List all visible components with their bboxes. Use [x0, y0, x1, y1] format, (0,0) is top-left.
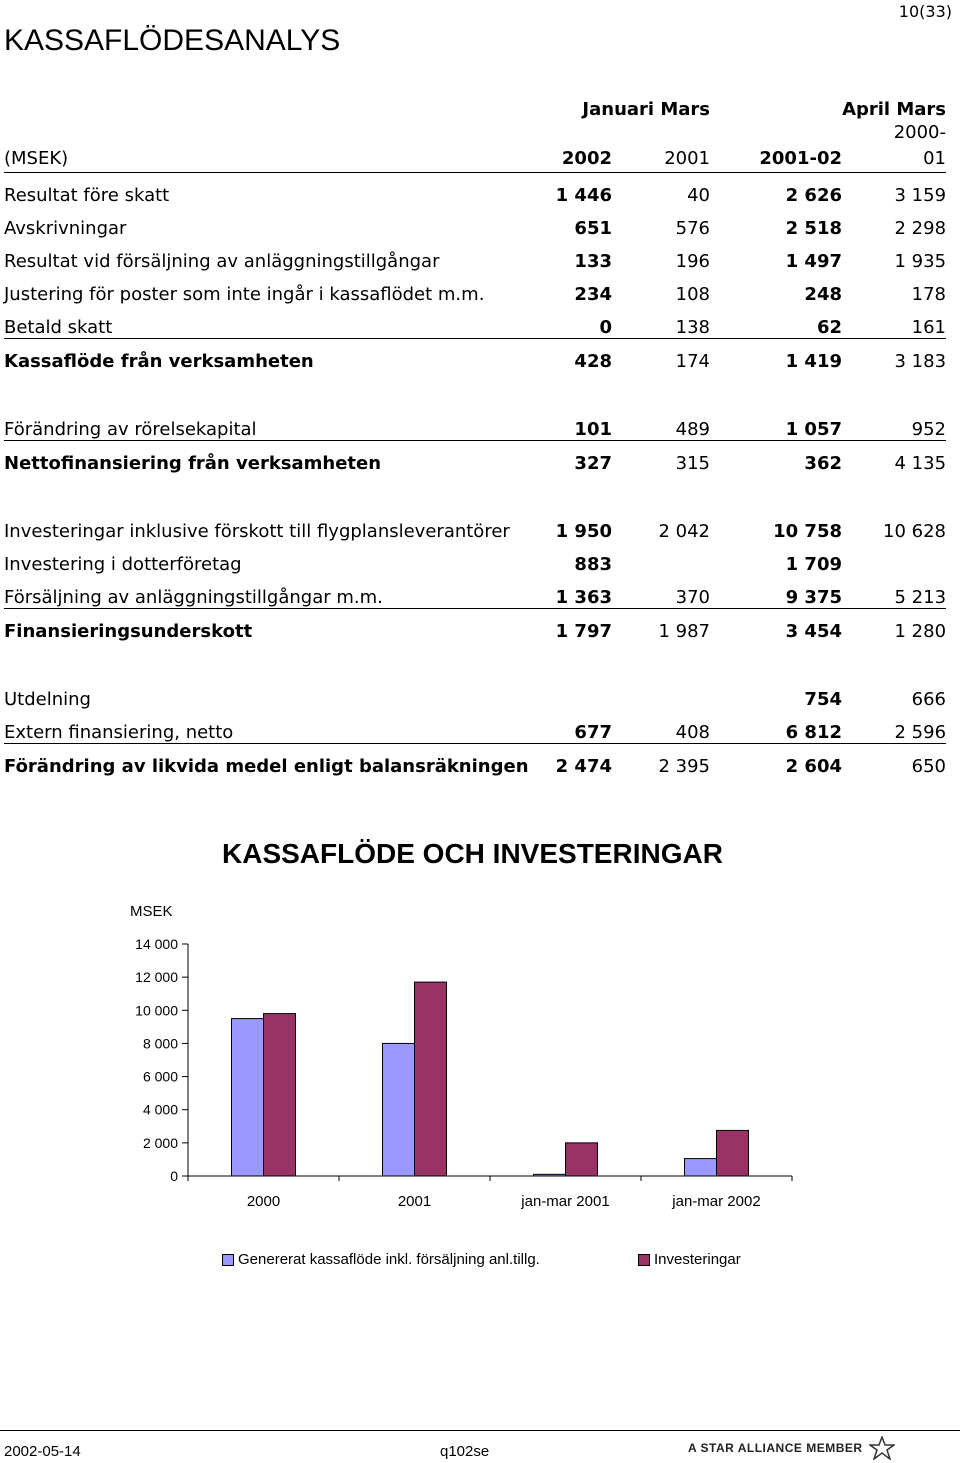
- bar-investments: [415, 982, 447, 1176]
- legend-item-investments: [638, 1251, 741, 1268]
- row-value: [526, 677, 612, 710]
- row-value: 1 446: [555, 185, 612, 206]
- x-tick-label: 2001: [397, 1193, 432, 1210]
- row-value: 1 280: [894, 621, 947, 642]
- row-value: 489: [612, 407, 710, 441]
- table-row: [4, 609, 946, 643]
- row-value: 2 626: [785, 185, 842, 206]
- x-tick-label: jan-mar 2001: [521, 1193, 610, 1210]
- table-row: [4, 407, 946, 441]
- row-value: 1 950: [555, 521, 612, 542]
- table-spacer: [4, 474, 946, 509]
- star-icon: [869, 1436, 895, 1460]
- table-row: [4, 441, 946, 475]
- cash-flow-table: [4, 90, 946, 777]
- row-value: 1 709: [785, 554, 842, 575]
- row-value: 178: [911, 284, 947, 305]
- footer-date: 2002-05-14: [4, 1443, 81, 1460]
- row-value: 2 596: [842, 710, 946, 744]
- row-value: 40: [687, 185, 710, 206]
- period-left-text: Januari Mars: [582, 99, 710, 120]
- row-value: 248: [804, 284, 842, 305]
- row-value: 3 183: [894, 351, 947, 372]
- bar-generated: [232, 1019, 264, 1176]
- legend-label-investments: Investeringar: [654, 1251, 741, 1268]
- row-value: 1 419: [785, 351, 842, 372]
- table-row: [4, 272, 946, 305]
- period-right-label: [710, 90, 946, 120]
- table-row: [4, 575, 946, 609]
- bar-generated: [383, 1043, 415, 1176]
- footer-code: q102se: [440, 1443, 490, 1460]
- y-tick-label: 0: [170, 1168, 178, 1184]
- row-value: 161: [842, 305, 946, 339]
- row-value: 650: [911, 756, 947, 777]
- row-value: 1 497: [785, 251, 842, 272]
- y-tick-label: 2 000: [142, 1134, 178, 1151]
- row-label: Resultat vid försäljning av anläggningstillgångar: [4, 251, 440, 272]
- row-value: 3 454: [785, 621, 842, 642]
- row-label: Investering i dotterföretag: [4, 554, 242, 575]
- row-label: Extern finansiering, netto: [4, 710, 526, 744]
- legend-swatch-investments: [638, 1254, 650, 1266]
- row-label: Kassaflöde från verksamheten: [4, 351, 314, 372]
- row-label: Investeringar inklusive förskott till flygplansleverantörer: [4, 521, 510, 542]
- row-value: 133: [574, 251, 612, 272]
- col-header-2001-02: 2001-02: [710, 120, 842, 173]
- y-tick-label: 14 000: [135, 936, 178, 952]
- legend-label-generated: Genererat kassaflöde inkl. försäljning anl.tillg.: [238, 1251, 540, 1268]
- footer-rule: [0, 1430, 960, 1431]
- row-value: 2 604: [785, 756, 842, 777]
- table-row: [4, 509, 946, 542]
- legend-swatch-generated: [222, 1254, 234, 1266]
- row-label: Finansieringsunderskott: [4, 621, 253, 642]
- row-value: [612, 542, 710, 575]
- row-value: 408: [612, 710, 710, 744]
- table-spacer: [4, 642, 946, 677]
- star-alliance-logo: [688, 1436, 895, 1460]
- row-label: Justering för poster som inte ingår i kassaflödet m.m.: [4, 284, 485, 305]
- table-row: [4, 710, 946, 744]
- row-label: Betald skatt: [4, 305, 526, 339]
- row-value: 2 474: [555, 756, 612, 777]
- table-row: [4, 239, 946, 272]
- row-value: 883: [574, 554, 612, 575]
- row-value: 10 758: [773, 521, 842, 542]
- row-value: 370: [612, 575, 710, 609]
- x-tick-label: jan-mar 2002: [672, 1193, 761, 1210]
- bar-generated: [534, 1174, 566, 1176]
- row-value: [612, 677, 710, 710]
- row-value: 1 935: [894, 251, 947, 272]
- page-title: KASSAFLÖDESANALYS: [4, 24, 341, 57]
- row-label: Försäljning av anläggningstillgångar m.m.: [4, 575, 526, 609]
- star-alliance-text: A STAR ALLIANCE MEMBER: [688, 1441, 863, 1455]
- table-row: [4, 305, 946, 339]
- row-value: 362: [804, 453, 842, 474]
- row-value: 677: [526, 710, 612, 744]
- row-value: 428: [574, 351, 612, 372]
- row-label: Förändring av likvida medel enligt balansräkningen: [4, 756, 529, 777]
- row-value: 234: [574, 284, 612, 305]
- row-value: 62: [710, 305, 842, 339]
- table-row: [4, 206, 946, 239]
- bar-generated: [685, 1159, 717, 1176]
- row-value: 666: [911, 689, 947, 710]
- row-value: 6 812: [710, 710, 842, 744]
- column-header-row: [4, 120, 946, 173]
- row-value: 196: [675, 251, 710, 272]
- row-value: 2 395: [658, 756, 710, 777]
- table-spacer: [4, 372, 946, 407]
- row-value: 10 628: [883, 521, 947, 542]
- row-value: 1 363: [526, 575, 612, 609]
- row-value: 315: [675, 453, 710, 474]
- row-label: Resultat före skatt: [4, 185, 170, 206]
- y-tick-label: 4 000: [142, 1101, 178, 1118]
- y-tick-label: 8 000: [142, 1035, 178, 1052]
- period-header-row: [4, 90, 946, 120]
- row-label: Nettofinansiering från verksamheten: [4, 453, 382, 474]
- row-value: 3 159: [894, 185, 947, 206]
- bar-investments: [566, 1143, 598, 1176]
- col-header-2001: 2001: [612, 120, 710, 173]
- table-row: [4, 542, 946, 575]
- row-value: 108: [675, 284, 710, 305]
- row-value: 1 057: [710, 407, 842, 441]
- row-value: 2 298: [894, 218, 947, 239]
- unit-label: (MSEK): [4, 120, 526, 173]
- period-left-label: [526, 90, 710, 120]
- col-header-2000-01-text: 2000-01: [893, 122, 947, 169]
- row-value: 1 987: [658, 621, 710, 642]
- chart-title: KASSAFLÖDE OCH INVESTERINGAR: [222, 838, 723, 869]
- row-value: 327: [574, 453, 612, 474]
- row-label: Förändring av rörelsekapital: [4, 407, 526, 441]
- page-number: 10(33): [898, 2, 952, 21]
- y-axis-label: MSEK: [130, 903, 173, 920]
- row-value: 5 213: [842, 575, 946, 609]
- y-tick-label: 10 000: [135, 1002, 178, 1019]
- legend-item-generated: [222, 1251, 540, 1268]
- table-row: [4, 173, 946, 207]
- row-value: 0: [526, 305, 612, 339]
- row-label: Avskrivningar: [4, 218, 127, 239]
- cash-flow-investment-chart: [0, 890, 960, 1230]
- row-value: 101: [526, 407, 612, 441]
- row-value: 138: [612, 305, 710, 339]
- bar-investments: [264, 1014, 296, 1176]
- y-tick-label: 12 000: [135, 969, 178, 986]
- bar-investments: [717, 1130, 749, 1176]
- row-value: 9 375: [710, 575, 842, 609]
- col-header-2002: 2002: [526, 120, 612, 173]
- col-header-2000-01: [842, 120, 946, 173]
- row-label: Utdelning: [4, 689, 91, 710]
- row-value: 576: [675, 218, 710, 239]
- row-value: 651: [574, 218, 612, 239]
- row-value: 174: [675, 351, 710, 372]
- row-value: 2 518: [785, 218, 842, 239]
- table-row: [4, 744, 946, 778]
- row-value: 2 042: [658, 521, 710, 542]
- x-tick-label: 2000: [246, 1193, 281, 1210]
- period-right-text: April Mars: [842, 99, 947, 120]
- table-row: [4, 339, 946, 373]
- row-value: 4 135: [894, 453, 947, 474]
- table-row: [4, 677, 946, 710]
- row-value: 1 797: [555, 621, 612, 642]
- row-value: 754: [804, 689, 842, 710]
- row-value: [842, 542, 946, 575]
- row-value: 952: [842, 407, 946, 441]
- y-tick-label: 6 000: [142, 1068, 178, 1085]
